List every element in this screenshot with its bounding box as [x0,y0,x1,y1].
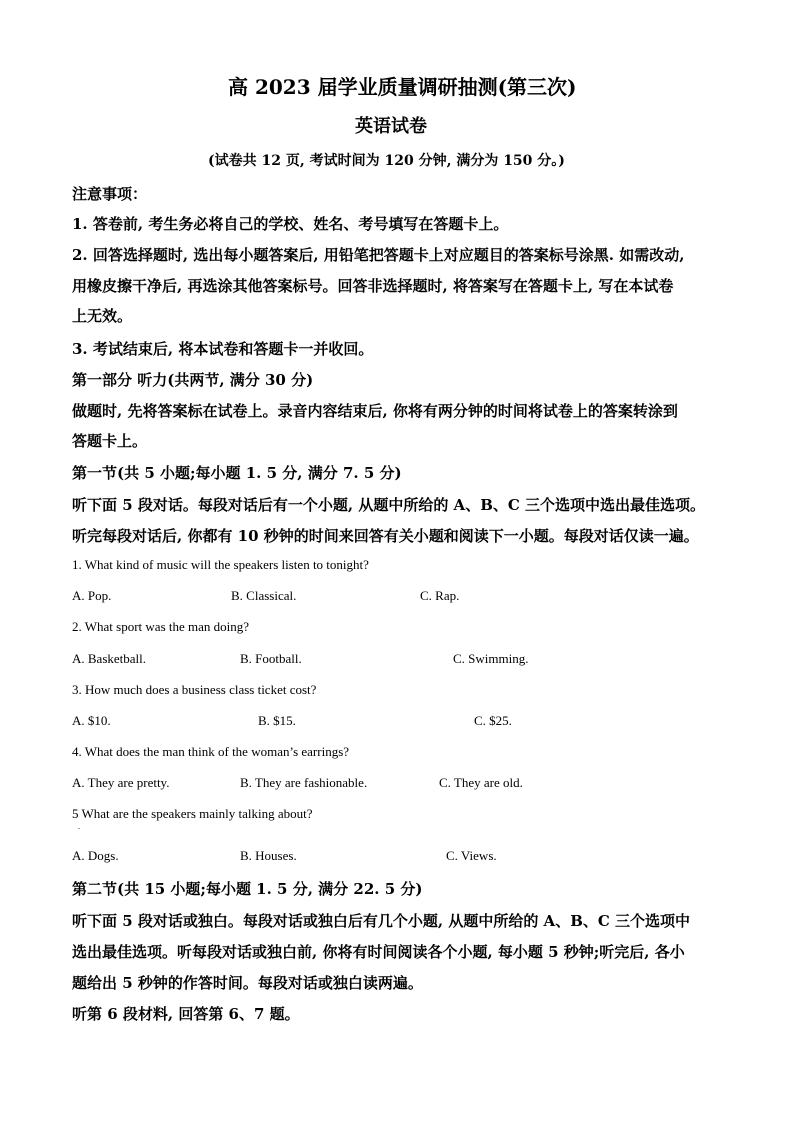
section2-heading: 第二节(共 15 小题;每小题 1. 5 分, 满分 22. 5 分) [72,880,423,898]
section2-intro-line-1: 听下面 5 段对话或独白。每段对话或独白后有几个小题, 从题中所给的 A、B、C 三个选项中 [72,912,691,930]
question-2-text: 2. What sport was the man doing? [72,619,250,634]
question-1-option-a: A. Pop. [72,588,112,603]
question-3-text: 3. How much does a business class ticket cost? [72,682,317,697]
note-item-2-line-2: 用橡皮擦干净后, 再选涂其他答案标号。回答非选择题时, 将答案写在答题卡上, 写在本试卷 [72,277,674,295]
note-item-3: 3. 考试结束后, 将本试卷和答题卡一并收回。 [72,340,374,358]
section2-intro-line-2: 选出最佳选项。听每段对话或独白前, 你将有时间阅读各个小题, 每小题 5 秒钟;听完后, 各小 [72,943,685,961]
question-4-option-a: A. They are pretty. [72,775,170,790]
section2-intro-line-3: 题给出 5 秒钟的作答时间。每段对话或独白读两遍。 [72,974,423,992]
question-1-option-b: B. Classical. [231,588,297,603]
notes-heading: 注意事项： [72,185,148,203]
stray-mark: . [78,822,80,831]
question-2-option-c: C. Swimming. [453,651,529,666]
question-5-option-c: C. Views. [446,848,497,863]
part1-intro-line-1: 做题时, 先将答案标在试卷上。录音内容结束后, 你将有两分钟的时间将试卷上的答案转涂到 [72,402,678,420]
question-3-option-c: C. $25. [474,713,512,728]
question-4-option-c: C. They are old. [439,775,523,790]
question-3-option-b: B. $15. [258,713,296,728]
exam-subtitle: 英语试卷 [355,116,427,137]
question-4-option-b: B. They are fashionable. [240,775,368,790]
question-1-option-c: C. Rap. [420,588,460,603]
exam-title: 高 2023 届学业质量调研抽测(第三次) [228,75,577,99]
question-1-text: 1. What kind of music will the speakers listen to tonight? [72,557,369,572]
question-5-option-b: B. Houses. [240,848,297,863]
exam-info: (试卷共 12 页, 考试时间为 120 分钟, 满分为 150 分。) [208,153,565,169]
part1-intro-line-2: 答题卡上。 [72,432,148,450]
part1-heading: 第一部分 听力(共两节, 满分 30 分) [72,371,314,389]
section1-heading: 第一节(共 5 小题;每小题 1. 5 分, 满分 7. 5 分) [72,464,402,482]
section1-intro-line-2: 听完每段对话后, 你都有 10 秒钟的时间来回答有关小题和阅读下一小题。每段对话仅读一遍。 [72,527,699,545]
note-item-1: 1. 答卷前, 考生务必将自己的学校、姓名、考号填写在答题卡上。 [72,215,509,233]
question-2-option-b: B. Football. [240,651,302,666]
question-5-text: 5 What are the speakers mainly talking about? [72,806,313,821]
question-4-text: 4. What does the man think of the woman’s earrings? [72,744,350,759]
material-6-instruction: 听第 6 段材料, 回答第 6、7 题。 [72,1005,300,1023]
question-2-option-a: A. Basketball. [72,651,147,666]
question-5-option-a: A. Dogs. [72,848,119,863]
section1-intro-line-1: 听下面 5 段对话。每段对话后有一个小题, 从题中所给的 A、B、C 三个选项中选出最佳选项。 [72,496,706,514]
question-3-option-a: A. $10. [72,713,111,728]
note-item-2-line-1: 2. 回答选择题时, 选出每小题答案后, 用铅笔把答题卡上对应题目的答案标号涂黑. 如需改动, [72,246,685,264]
note-item-2-line-3: 上无效。 [72,307,133,325]
